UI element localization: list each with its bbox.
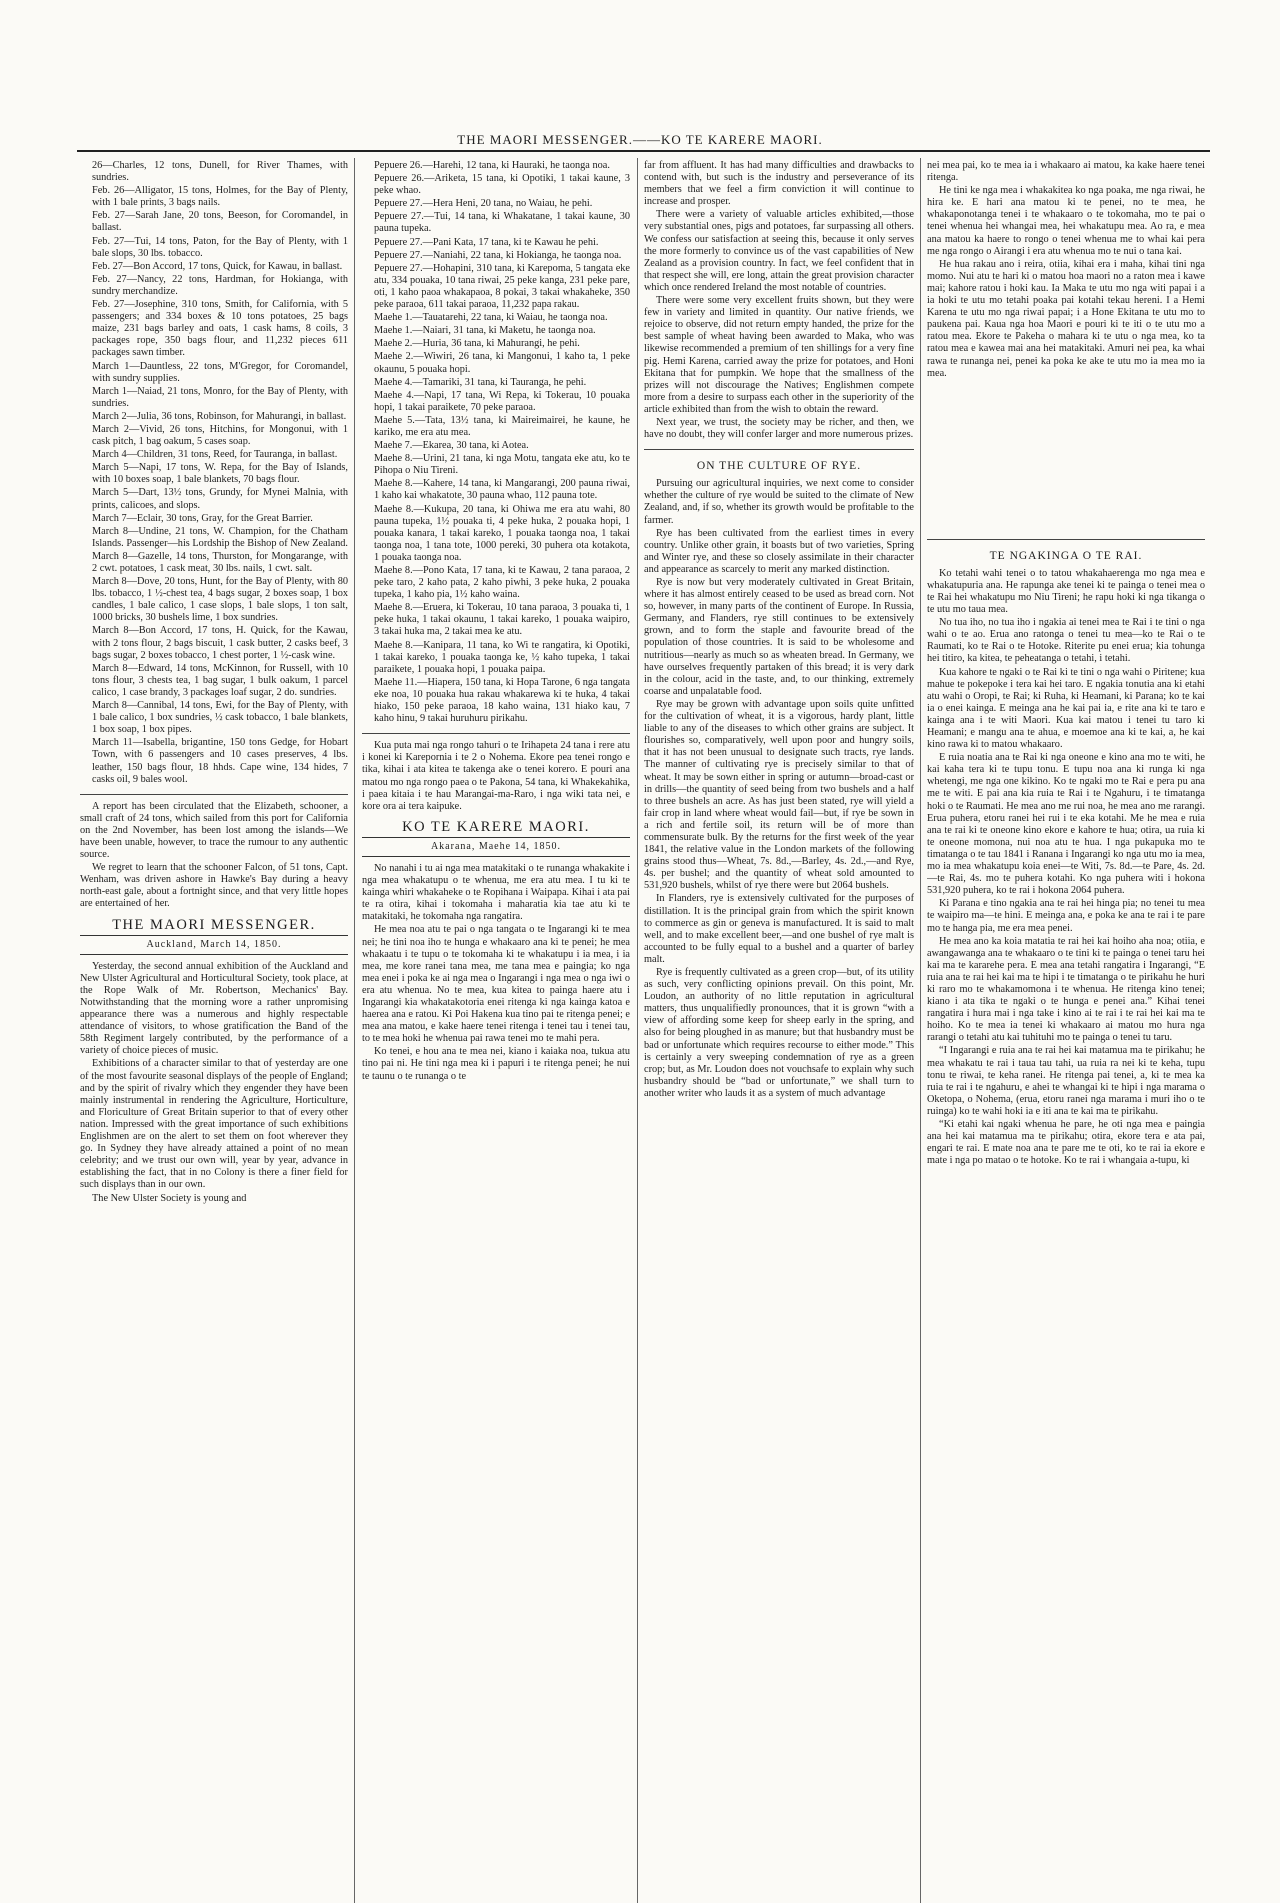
list-item: March 4—Children, 31 tons, Reed, for Tauranga, in ballast. xyxy=(92,449,338,461)
divider xyxy=(80,794,348,795)
article-paragraph: “Ki etahi kai ngaki whenua he pare, he oti nga mea e paingia ana hei kai matamua ma te pirikahu; otira, ekore tera e ata pai, engari te rai. E mate noa ana te pare me te oti, ko te rai ia ekore e mate i nga po matao o te hotoke. Ko te rai i whangaia a-tupu, ki xyxy=(927,1119,1205,1167)
list-item: Pepuere 26.—Ariketa, 15 tana, ki Opotiki, 1 takai kaune, 3 peke whao. xyxy=(374,173,630,197)
article-paragraph: nei mea pai, ko te mea ia i whakaaro ai matou, ka kake haere tenei ritenga. xyxy=(927,160,1205,184)
list-item: Maehe 8.—Urini, 21 tana, ki nga Motu, tangata eke atu, ko te Pihopa o Niu Tireni. xyxy=(374,453,630,477)
article-paragraph: Ko tenei, e hou ana te mea nei, kiano i kaiaka noa, tukua atu tino pai ni. He tini nga mea ki i papuri i te ritenga penei; he nui te taunu o te runanga o te xyxy=(362,1046,630,1082)
list-item: Pepuere 26.—Harehi, 12 tana, ki Hauraki, he taonga noa. xyxy=(374,160,610,171)
list-item: Maehe 5.—Tata, 13½ tana, ki Maireimairei, he kaune, he kariko, me era atu mea. xyxy=(374,414,630,438)
article-paragraph: He mea ano ka koia matatia te rai hei kai hoiho aha noa; otiia, e awangawanga ana te whakaaro o te tini ki te painga o tenei taru hei kai ma te kararehe pera. E mea ana tetahi rangatira i Ingarangi, “E ruia ana te rai hei kai ma te hipi i te timatanga o te pirikahu he huri ki raro mo te whakamomona i te whenua. He ritenga kino tenei; kiano i ata tika te ngaki o te hunga e penei ana.” Kihai tenei rangatira i hura mai i nga take i kino ai te rai i te rai hei kai ma te hoiho. Ko te mea ia tenei ki whakaaro ai matou mo hura nga rarangi o tetahi atu kai tuhituhi mo te painga o tenei tu taru. xyxy=(927,935,1205,1044)
list-item: Maehe 1.—Naiari, 31 tana, ki Maketu, he taonga noa. xyxy=(374,325,596,337)
list-item: Maehe 8.—Pono Kata, 17 tana, ki te Kawau, 2 tana paraoa, 2 peke taro, 2 kaho pata, 2 kaho piwhi, 3 peke huka, 2 pouaka tupeka, 1 kaho pia, 1½ kaho waina. xyxy=(374,565,630,601)
column-divider xyxy=(920,158,921,1903)
list-item: Feb. 27—Josephine, 310 tons, Smith, for California, with 5 passengers; and 334 boxes & 10 tons potatoes, 25 bags maize, 231 bags barley and oats, 1 cask hams, 8 coils, 3 packages rope, 350 bags flour, and 11,232 pieces 611 packages sawn timber. xyxy=(92,299,348,359)
article-paragraph: There were a variety of valuable articles exhibited,—those very substantial ones, pigs and potatoes, far surpassing all others. We confess our satisfaction at seeing this, because it only serves the more formerly to convince us of the vast capabilities of New Zealand as a provision country. In fact, we feel confident that in that respect she will, ere long, attain the great provision character which once rendered Ireland the most notable of countries. xyxy=(644,209,914,293)
list-item: Feb. 27—Nancy, 22 tons, Hardman, for Hokianga, with sundry merchandize. xyxy=(92,273,348,297)
list-item: Maehe 2.—Huria, 36 tana, ki Mahurangi, he pehi. xyxy=(374,338,580,350)
column-2 xyxy=(362,160,630,1900)
masthead-english: THE MAORI MESSENGER. xyxy=(112,916,316,933)
list-item: Pepuere 27.—Tui, 14 tana, ki Whakatane, 1 takai kaune, 30 pauna tupeka. xyxy=(374,211,630,235)
header-rule xyxy=(77,150,1210,152)
divider xyxy=(362,733,630,734)
article-paragraph: Exhibitions of a character similar to that of yesterday are one of the most favourite seasonal displays of the people of England; and by the spirit of rivalry which they engender they have been mainly instrumental in rendering the Agriculture, Horticulture, and Floriculture of Great Britain superior to that of every other nation. Impressed with the great importance of such exhibitions Englishmen are on the alert to set them on foot wherever they go. In Sydney they have already attained a point of no mean celebrity; and we trust our own will, year by year, advance in establishing the fact, that in no Colony is there a finer field for such displays than in our own. xyxy=(80,1058,348,1191)
article-paragraph: Ko tetahi wahi tenei o to tatou whakahaerenga mo nga mea e whakatupuria ana. He rapunga ake tenei ki te painga o tenei mea o te Rai hei whakatupu mo Niu Tireni; he rapu hoki ki nga tikanga o te utu mo taua mea. xyxy=(927,567,1205,616)
article-paragraph: No tua iho, no tua iho i ngakia ai tenei mea te Rai i te tini o nga wahi o te ao. Erua ano ratonga o tenei tu mea—ko te Rai o te Raumati, ko te Rai o te Hotoke. Riterite pu enei erua; kia tohunga hei titiro, ka kitea, te peheatanga o tetahi, i tetahi. xyxy=(927,617,1205,665)
list-item: Feb. 26—Alligator, 15 tons, Holmes, for the Bay of Plenty, with 1 bale prints, 3 bags nails. xyxy=(92,185,348,209)
list-item: March 8—Dove, 20 tons, Hunt, for the Bay of Plenty, with 80 lbs. tobacco, 1 ½-chest tea, 4 bags sugar, 2 boxes soap, 1 box candles, 1 bale calico, 1 case slops, 1 bale slops, 1 ton salt, 1000 bricks, 30 bushels lime, 1 box sundries. xyxy=(92,576,348,624)
article-paragraph: Next year, we trust, the society may be richer, and then, we have no doubt, they will confer larger and more numerous prizes. xyxy=(644,416,914,441)
dateline: Akarana, Maehe 14, 1850. xyxy=(362,837,630,857)
list-item: March 1—Dauntless, 22 tons, M'Gregor, for Coromandel, with sundry supplies. xyxy=(92,360,348,384)
dateline: Auckland, March 14, 1850. xyxy=(80,935,348,955)
divider xyxy=(644,449,914,450)
article-paragraph: Rye is now but very moderately cultivated in Great Britain, where it has almost entirely ceased to be used as bread corn. Not so, however, in many parts of the continent of Europe. In Russia, Germany, and Flanders, rye still continues to be extensively grown, and to form the staple and favourite bread of the population of those countries. It is said to be wholesome and nutritious—nearly as much so as wheaten bread. In Germany, we have ourselves frequently partaken of this bread; it is very dark in the colour, acid in the taste, and, to our thinking, extremely coarse and unpalatable food. xyxy=(644,577,914,697)
list-item: Pepuere 27.—Naniahi, 22 tana, ki Hokianga, he taonga noa. xyxy=(374,249,622,261)
list-item: Maehe 8.—Kukupa, 20 tana, ki Ohiwa me era atu wahi, 80 pauna tupeka, 1½ pouaka ti, 4 peke huka, 2 pouaka hopi, 1 pouaka kanara, 1 takai kareko, 1 pouaka taonga noa, 1 takai taonga noa, 1 tana tote, 1000 pereki, 30 puhera ota kotakota, 1 pouaka taonga noa. xyxy=(374,503,630,563)
article-paragraph: In Flanders, rye is extensively cultivated for the purposes of distillation. It is the principal grain from which the spirit known to commerce as gin or geneva is manufactured. It is said to malt well, and to make excellent beer,—and one bushel of rye malt is accounted to be fully equal to a bushel and a quarter of barley malt. xyxy=(644,893,914,965)
list-item: 26—Charles, 12 tons, Dunell, for River Thames, with sundries. xyxy=(92,160,348,184)
list-item: Feb. 27—Sarah Jane, 20 tons, Beeson, for Coromandel, in ballast. xyxy=(92,210,348,234)
column-3 xyxy=(644,160,914,1900)
list-item: March 5—Dart, 13½ tons, Grundy, for Mynei Malnia, with prints, calicoes, and slops. xyxy=(92,487,348,511)
article-paragraph: There were some very excellent fruits shown, but they were few in variety and limited in quantity. Our native friends, we rejoice to observe, did not return empty handed, the prize for the best sample of wheat having been awarded to Maka, who was likewise recommended a premium of ten shillings for a very fine pig. Hemi Karena, carried away the prize for potatoes, and Honi Ekitana that for pumpkin. We hope that the smallness of the prizes will not discourage the Natives; Englishmen compete more from a desire to surpass each other in the superiority of the article exhibited than from the wish to obtain the reward. xyxy=(644,295,914,415)
list-item: March 7—Eclair, 30 tons, Gray, for the Great Barrier. xyxy=(92,512,313,524)
list-item: March 11—Isabella, brigantine, 150 tons Gedge, for Hobart Town, with 6 passengers and 10 cases preserves, 4 lbs. leather, 150 bags flour, 18 hhds. Cape wine, 134 hides, 7 casks oil, 9 bales wool. xyxy=(92,737,348,785)
news-paragraph: We regret to learn that the schooner Falcon, of 51 tons, Capt. Wenham, was driven ashore in Hawke's Bay during a heavy north-east gale, about a fortnight since, and that very little hopes are entertained of her. xyxy=(80,862,348,910)
list-item: Pepuere 27.—Hohapini, 310 tana, ki Karepoma, 5 tangata eke atu, 334 pouaka, 10 tana riwai, 25 peke kanga, 231 peke pare, oti, 1 kaho paoa whakapaoa, 8 pokai, 3 takai whakaheke, 350 peke paraoa, 611 takai paraoa, 11,232 papa rakau. xyxy=(374,262,630,311)
list-item: Maehe 8.—Kanipara, 11 tana, ko Wi te rangatira, ki Opotiki, 1 takai kareko, 1 pouaka taonga ke, ½ kaho tupeka, 1 takai paraikete, 1 pouaka hopi, 1 pouaka paipa. xyxy=(374,639,630,675)
column-divider xyxy=(637,158,638,1903)
article-paragraph: E ruia noatia ana te Rai ki nga oneone e kino ana mo te witi, he kai kaha tera ki te tupu tonu. E tupu noa ana ki runga ki nga whetengi, me nga one kikino. Ko te ngaki mo te Rai e pera pu ana me te witi. E pai ana kia ruia te Rai i te Ngahuru, i te timatanga hoki o te Raumati. He mea ano me rui noa, he mea ano me rarangi. Erua puhera, etoru ranei hei rui i te eka kotahi. Me he mea e ruia ana te rai ki te oneone kino ekore e kahore te hua; otira, ua ruia ki te oneone momona, nui noa atu te hua. I nga pukapuka mo te timatanga o te tau 1841 i Ranana i Ingarangi ko nga utu mo ia mea, mo ia mea whakatupu koia enei—te Witi, 7s. 8d.—te Pare, 4s. 2d.—te Rai, 4s. mo te puhera kotahi. Ko nga puhera witi i hokona 531,920 puhera, ko te rai i hokona 2064 puhera. xyxy=(927,752,1205,897)
masthead-maori: KO TE KARERE MAORI. xyxy=(402,818,590,835)
shipping-list-maori xyxy=(362,160,630,725)
list-item: Feb. 27—Tui, 14 tons, Paton, for the Bay of Plenty, with 1 bale slops, 30 lbs. tobacco. xyxy=(92,235,348,259)
list-item: March 2—Julia, 36 tons, Robinson, for Mahurangi, in ballast. xyxy=(92,410,347,422)
article-paragraph: Yesterday, the second annual exhibition of the Auckland and New Ulster Agricultural and Horticultural Society, took place, at the Rope Walk of Mr. Robertson, Mechanics' Bay. Notwithstanding that the morning wore a rather unpromising appearance there was a numerous and highly respectable attendance of visitors, to whose gratification the Band of the 58th Regiment largely contributed, by the performance of a variety of choice pieces of music. xyxy=(80,960,348,1057)
article-paragraph: He tini ke nga mea i whakakitea ko nga poaka, me nga riwai, he hira ke. E hari ana matou ki te penei, no te mea, he whakaponotanga tenei i te whakaaro o te tokomaha, mo te pai o tenei whenua hei whangai mea, hei whakatupu mea. Ao ra, e mea ana matou ka haere to rongo o tenei whenua me to whai kai pera me nga rongo o Airangi i era atu whenua mo te nui o tana kai. xyxy=(927,185,1205,257)
article-paragraph: “I Ingarangi e ruia ana te rai hei kai matamua ma te pirikahu; he mea whakatu te rai i taua tau tahi, ua ruia ra nei ki te keha, tupu tonu te riwai, te keha ranei. He ritenga pai tenei, a, ki te mea ka ruia te rai i te ngahuru, e ahei te whangai ki te hipi i nga marama o Oketopa, o Nohema, (erua, etoru ranei nga marama i muri iho o te ruinga) ko te wahi hoki ia e iti ana te kai ma te pirikahu. xyxy=(927,1045,1205,1117)
list-item: March 2—Vivid, 26 tons, Hitchins, for Mongonui, with 1 cask pitch, 1 bag oakum, 5 cases soap. xyxy=(92,423,348,448)
list-item: Maehe 8.—Kahere, 14 tana, ki Mangarangi, 200 pauna riwai, 1 kaho kai whakatote, 30 pauna whao, 112 pauna tote. xyxy=(374,478,630,502)
list-item: Maehe 4.—Napi, 17 tana, Wi Repa, ki Tokerau, 10 pouaka hopi, 1 takai paraikete, 70 peke paraoa. xyxy=(374,389,630,413)
article-paragraph: far from affluent. It has had many difficulties and drawbacks to contend with, but such is the industry and perseverance of its members that we feel a firm conviction it will continue to increase and prosper. xyxy=(644,160,914,208)
column-1 xyxy=(80,160,348,1900)
news-paragraph: Kua puta mai nga rongo tahuri o te Irihapeta 24 tana i rere atu i konei ki Karepornia i te 2 o Nohema. Ekore pea tenei rongo e tika, kihai i ata kitea te takenga ake o tenei korero. E pouri ana matou mo nga rongo paea o te Pakona, 54 tana, ki Whakekahika, i paea kitaia i te hau Marangai-ma-Raro, i nga wiki tata nei, e kore ora ai tera kaipuke. xyxy=(362,740,630,812)
list-item: March 8—Cannibal, 14 tons, Ewi, for the Bay of Plenty, with 1 bale calico, 1 box sundries, ½ cask tobacco, 1 bale blankets, 1 box soap, 1 box pipes. xyxy=(92,700,348,736)
list-item: March 8—Edward, 14 tons, McKinnon, for Russell, with 10 tons flour, 3 chests tea, 1 bag sugar, 1 bulk oakum, 1 parcel calico, 1 case brandy, 3 packages loaf sugar, 2 do. sundries. xyxy=(92,662,348,698)
list-item: March 8—Bon Accord, 17 tons, H. Quick, for the Kawau, with 2 tons flour, 2 bags biscuit, 1 cask butter, 2 casks beef, 3 bags sugar, 2 boxes tobacco, 1 chest porter, 1 ½-cask wine. xyxy=(92,625,348,661)
list-item: Maehe 4.—Tamariki, 31 tana, ki Tauranga, he pehi. xyxy=(374,376,587,388)
article-paragraph: He mea noa atu te pai o nga tangata o te Ingarangi ki te mea nei; he tini noa iho te hunga e whakaaro ana ki te penei; he mea whakaatu i te tupu o te tokomaha ki te whakatupu i ia mea, i ia mea, me kore ranei tana mea, me tana mea e paingia; ko nga mea enei i poka ke ai nga mea o Ingarangi i nga mea o nga iwi o era atu whenua. No te mea, kua kitea to painga haere atu i Ingarangi kia whakatakotoria enei ritenga ki nga kainga katoa e haerea ana e ratou. Ki Poi Hakena kua tino pai te ritenga penei; e mea ana matou, e kake haere tenei ritenga i tenei tau i tenei tau, to te mea hoki he whenua pai rawa tenei mo te mahi pera. xyxy=(362,924,630,1045)
article-paragraph: Ki Parana e tino ngakia ana te rai hei hinga pia; no tenei tu mea te waipiro ma—te hini. E meinga ana, e poka ke ana te rai i te pare mo te hanga pia, me era mea penei. xyxy=(927,898,1205,934)
list-item: Maehe 7.—Ekarea, 30 tana, ki Aotea. xyxy=(374,440,529,452)
blank-space xyxy=(927,381,1205,531)
article-paragraph: The New Ulster Society is young and xyxy=(92,1192,247,1204)
article-paragraph: Rye is frequently cultivated as a green crop—but, of its utility as such, very conflicting opinions prevail. On this point, Mr. Loudon, an authority of no little reputation in agricultural matters, thus unqualifiedly pronounces, that it is grown “with a view of affording some keep for sheep early in the spring, and also for being ploughed in as manure; but that husbandry must be bad or unfortunate which requires recourse to either mode.” This is certainly a very sweeping condemnation of rye as a green crop; but, as Mr. Loudon does not vouchsafe to explain why such husbandry should be “bad or unfortunate,” we shall turn to another writer who lauds it as a system of much advantage xyxy=(644,967,914,1099)
list-item: Maehe 1.—Tauatarehi, 22 tana, ki Waiau, he taonga noa. xyxy=(374,312,608,324)
article-paragraph: Rye has been cultivated from the earliest times in every country. Unlike other grain, it boasts but of two varieties, Spring and Winter rye, and these so closely assimilate in their character and appearance as scarcely to merit any marked distinction. xyxy=(644,527,914,575)
article-paragraph: He hua rakau ano i reira, otiia, kihai era i maha, kihai tini nga momo. Nui atu te hari ki o matou hoa maori no a raton mea i kawe mai; kahore ratou i hoki kau. Ia Maka te utu mo nga witi papai i a ia hoki te utu mo tetahi poaka pai kotahi tekau hereni. I a Hemi Karena te utu mo nga riwai papai; i a Hone Ekitana te utu mo to paukena pai. Kaua nga hoa Maori e pouri ki te iti o te utu mo a ratou mea. Ekore te Pakeha o mahara ki te utu o nga mea, ko ta ratou mea e kawea mai ana hei matakitaki. Amuri nei pea, ka whai rawa te runanga nei, penei ka poka ke ake te utu mo ia mea mo ia mea. xyxy=(927,258,1205,379)
list-item: Maehe 8.—Eruera, ki Tokerau, 10 tana paraoa, 3 pouaka ti, 1 peke huka, 1 takai okaunu, 1 takai kareko, 1 pouaka waipiro, 3 takai huka ma, 2 takai mea ke atu. xyxy=(374,602,630,638)
list-item: March 5—Napi, 17 tons, W. Repa, for the Bay of Islands, with 10 boxes soap, 1 bale blankets, 70 bags flour. xyxy=(92,462,348,486)
list-item: March 8—Undine, 21 tons, W. Champion, for the Chatham Islands. Passenger—his Lordship the Bishop of New Zealand. xyxy=(92,525,348,549)
column-divider xyxy=(354,158,355,1903)
list-item: March 1—Naiad, 21 tons, Monro, for the Bay of Plenty, with sundries. xyxy=(92,385,348,409)
section-heading: ON THE CULTURE OF RYE. xyxy=(696,460,862,473)
list-item: March 8—Gazelle, 14 tons, Thurston, for Mongarange, with 2 cwt. potatoes, 1 cask meat, 30 lbs. nails, 1 cwt. salt. xyxy=(92,550,348,574)
news-paragraph: A report has been circulated that the Elizabeth, schooner, a small craft of 24 tons, which sailed from this port for California on the 2nd November, has been lost among the islands—We have been unable, however, to trace the rumour to any authentic source. xyxy=(80,800,348,861)
divider xyxy=(927,539,1205,540)
running-head: THE MAORI MESSENGER.——KO TE KARERE MAORI. xyxy=(457,132,823,147)
list-item: Pepuere 27.—Pani Kata, 17 tana, ki te Kawau he pehi. xyxy=(374,236,599,248)
article-paragraph: Pursuing our agricultural inquiries, we next come to consider whether the culture of rye would be suited to the climate of New Zealand, and, if so, whether its growth would be profitable to the farmer. xyxy=(644,478,914,526)
list-item: Pepuere 27.—Hera Heni, 20 tana, no Waiau, he pehi. xyxy=(374,198,593,210)
list-item: Feb. 27—Bon Accord, 17 tons, Quick, for Kawau, in ballast. xyxy=(92,260,343,272)
article-paragraph: Kua kahore te ngaki o te Rai ki te tini o nga wahi o Piritene; kua mahue te pokepoke i tera kai hei taro. E ngakia tonutia ana ki etahi atu wahi o Oropi, te Rai; ki Ruha, ki Heamani, ki Parana; ko te kai ia o enei kainga. E meinga ana he kai pai ia, e rite ana ki te taro e kainga ana i te witi Maori. Kua kai matou i tenei tu taro ki Heamani; e mangu ana te ahua, e moemoe ana ki te kai, a, he kai kino rawa ki to matou whakaaro. xyxy=(927,666,1205,751)
shipping-list xyxy=(80,160,348,786)
list-item: Maehe 11.—Hiapera, 150 tana, ki Hopa Tarone, 6 nga tangata eke noa, 10 pouaka hua rakau whakarewa ki te huka, 4 takai hiako, 150 peke paraoa, 18 kaho waina, 131 hiako kau, 7 kaho hinu, 9 takai huruhuru pirikahu. xyxy=(374,676,630,725)
list-item: Maehe 2.—Wiwiri, 26 tana, ki Mangonui, 1 kaho ta, 1 peke okaunu, 5 pouaka hopi. xyxy=(374,351,630,375)
section-heading: TE NGAKINGA O TE RAI. xyxy=(989,549,1143,562)
article-paragraph: No nanahi i tu ai nga mea matakitaki o te runanga whakakite i nga mea whakatupu o te whenua, me era atu mea. I tu ki te kainga whiri whakaheke o te Ropihana i Waipapa. Kihai i ata pai te ra otira, kihai i tokomaha i maharatia kia tae atu ki te matakitaki, he tokomaha nga rangatira. xyxy=(362,862,630,923)
column-4 xyxy=(927,160,1205,1900)
article-paragraph: Rye may be grown with advantage upon soils quite unfitted for the cultivation of wheat, it is a vigorous, hardy plant, little liable to any of the diseases to which other grains are subject. It flourishes so, comparatively, well upon poor and hungry soils, that it has not been unusual to designate such tracts, rye lands. The manner of cultivating rye is precisely similar to that of wheat. It may be sown either in spring or autumn—broad-cast or in drills—the quantity of seed being from two bushels and a half to three bushels an acre. As has just been stated, rye will yield a fair crop in land where wheat would fail—but, if rye be sown in a rich and fertile soil, its return will be of more than commensurate bulk. By the returns for the first week of the year 1841, the relative value in the London markets of the following grains stood thus—Wheat, 7s. 8d.,—Barley, 4s. 2d.,—and Rye, 4s. per bushel; and the quantity of wheat sold amounted to 531,920 bushels, whilst of rye there were but 2064 bushels. xyxy=(644,698,914,892)
